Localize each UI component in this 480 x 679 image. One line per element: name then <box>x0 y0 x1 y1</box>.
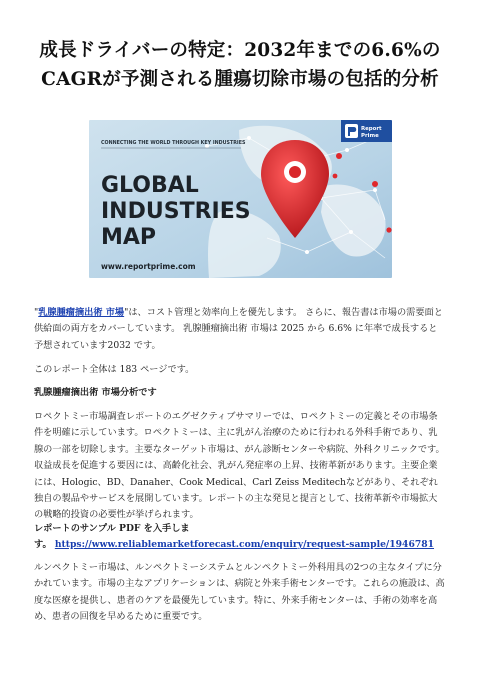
sample-url-link[interactable]: https://www.reliablemarketforecast.com/enquiry/request-sample/1946781 <box>54 539 435 551</box>
logo-text-prime: Prime <box>361 133 379 139</box>
sample-heading: レポートのサンプル PDF を入手しま <box>34 523 190 534</box>
sample-request <box>34 521 446 554</box>
banner-headline-global: GLOBAL <box>101 173 199 198</box>
report-prime-logo <box>341 120 392 142</box>
segment-paragraph: ルンペクトミー市場は、ルンペクトミーシステムとルンペクトミー外科用具の2つの主なタイプに分かれています。市場の主なアプリケーションは、病院と外来手術センターです。これらの施設は、高度な医療を提供し、患者のケアを最優先しています。特に、外来手術センターは、手術の効率を高め、患者の回復を早めるために重要です。 <box>34 562 445 623</box>
banner-graphic <box>89 120 392 278</box>
banner-headline-industries: INDUSTRIES <box>101 199 251 224</box>
intro-text: "は、コスト管理と効率向上を優先します。 さらに、報告書は市場の需要面と供給面の両方をカバーしています。 乳腺腫瘤摘出術 市場は 2025 から 6.6% に年率で成長すると予想されています2032 です。 <box>34 307 443 351</box>
logo-text-report: Report <box>361 126 382 132</box>
market-link[interactable]: 乳腺腫瘤摘出術 市場 <box>38 307 125 318</box>
document-title <box>20 36 460 94</box>
title-line-2: CAGRが予測される腫瘍切除市場の包括的分析 <box>41 69 439 90</box>
sample-prefix: す。 <box>34 539 52 551</box>
intro-quote-open: " <box>34 307 39 318</box>
banner-website: www.reportprime.com <box>101 262 196 271</box>
intro-paragraph <box>34 305 446 354</box>
banner-headline-map: MAP <box>101 225 157 250</box>
title-line-1: 成長ドライバーの特定：2032年までの6.6%の <box>39 40 441 61</box>
page-count-note: このレポート全体は 183 ページです。 <box>34 364 195 375</box>
banner-tagline: CONNECTING THE WORLD THROUGH KEY INDUSTRIES <box>101 141 246 146</box>
global-industries-map-banner <box>89 120 392 278</box>
analysis-paragraph: ロペクトミー市場調査レポートのエグゼクティブサマリーでは、ロペクトミーの定義とその市場条件を明確に示しています。ロペクトミーは、主に乳がん治療のために行われる外科手術であり、乳腺の一部を切除します。主要なターゲット市場は、がん診断センターや病院、外科クリニックです。収益成長を促進する要因には、高齢化社会、乳がん発症率の上昇、技術革新があります。主要企業には、Hologic、BD、Danaher、Cook Medical、Carl Zeiss Meditechなどがあり、それぞれ独自の製品やサービスを展開しています。レポートの主な発見と提言として、技術革新や市場拡大の戦略的投資の必要性が挙げられます。 <box>34 411 445 521</box>
analysis-heading: 乳腺腫瘤摘出術 市場分析です <box>34 387 157 398</box>
